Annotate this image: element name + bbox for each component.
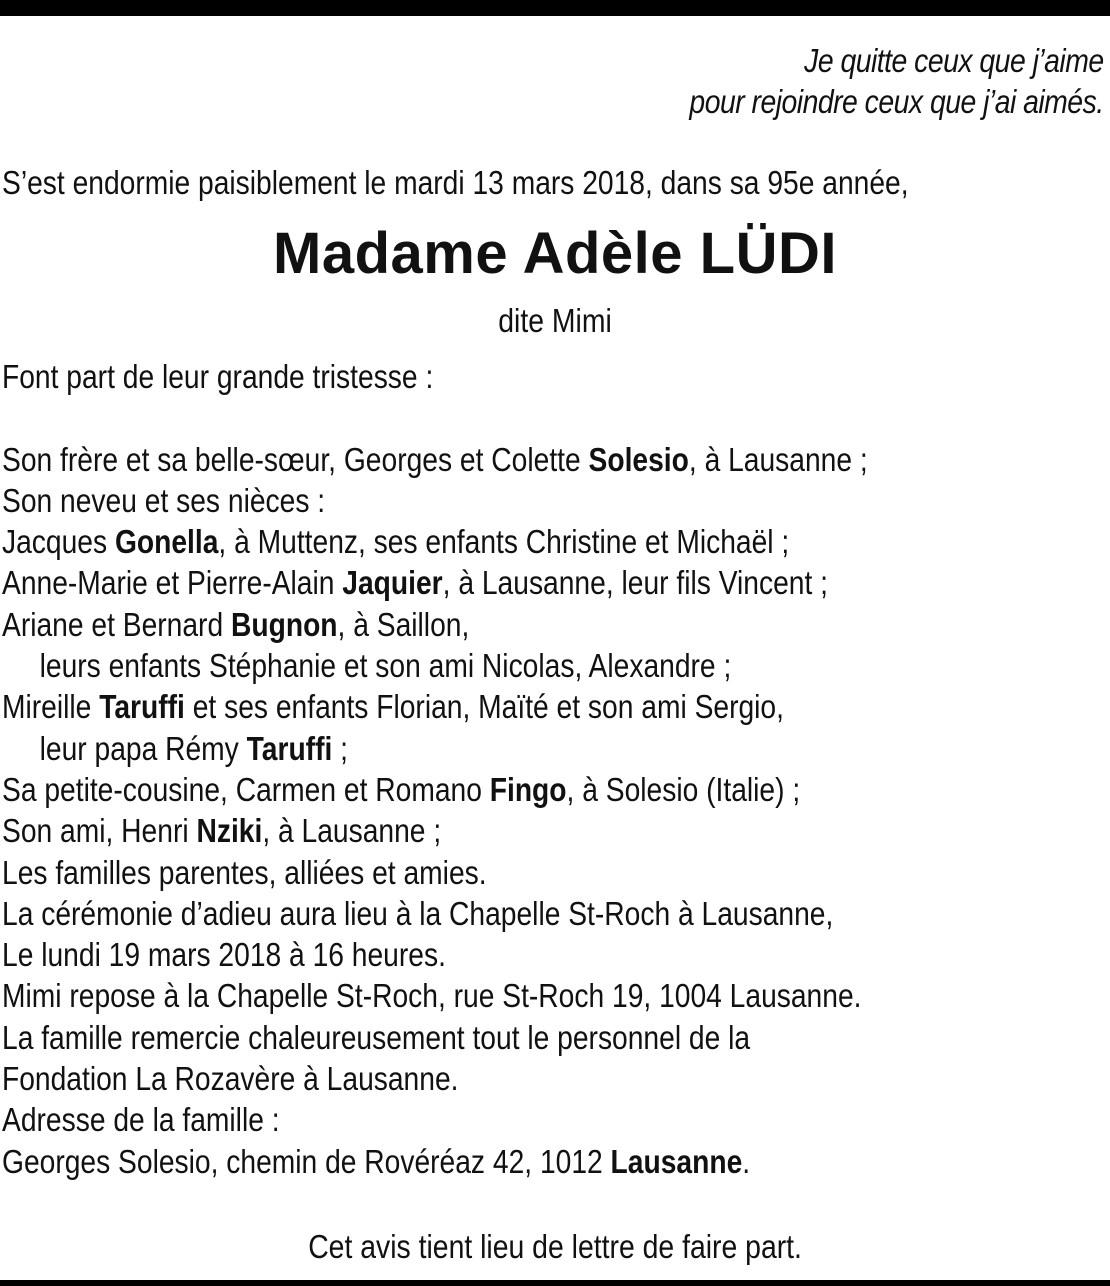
family-line-5: Ariane et Bernard Bugnon, à Saillon, [2, 605, 470, 643]
family-line-10: Son ami, Henri Nziki, à Lausanne ; [2, 812, 442, 850]
epigraph-quote [690, 40, 1104, 122]
announcement-line: Font part de leur grande tristesse : [2, 358, 434, 395]
epigraph-line-1: Je quitte ceux que j’aime [804, 42, 1104, 79]
top-border-rule [0, 0, 1110, 16]
closing-note [0, 1226, 1110, 1268]
family-line-4: Anne-Marie et Pierre-Alain Jaquier, à Lausanne, leur fils Vincent ; [2, 564, 828, 602]
family-address: Georges Solesio, chemin de Rovéréaz 42, 1012 Lausanne. [2, 1142, 751, 1180]
thanks-line-2: Fondation La Rozavère à Lausanne. [2, 1060, 459, 1098]
family-line-8: leur papa Rémy Taruffi ; [39, 729, 349, 767]
family-line-6: leurs enfants Stéphanie et son ami Nicolas, Alexandre ; [39, 647, 732, 685]
ceremony-line-2: Le lundi 19 mars 2018 à 16 heures. [2, 936, 446, 974]
death-announcement-intro: S’est endormie paisiblement le mardi 13 mars 2018, dans sa 95e année, [2, 164, 909, 201]
family-line-2: Son neveu et ses nièces : [2, 481, 326, 519]
deceased-nickname [0, 300, 1110, 342]
family-line-11: Les familles parentes, alliées et amies. [2, 853, 487, 891]
deceased-name: Madame Adèle LÜDI [273, 221, 837, 286]
family-line-3: Jacques Gonella, à Muttenz, ses enfants Christine et Michaël ; [2, 523, 790, 561]
closing-text: Cet avis tient lieu de lettre de faire part. [308, 1228, 802, 1265]
address-label: Adresse de la famille : [2, 1101, 280, 1139]
epigraph-line-2: pour rejoindre ceux que j’ai aimés. [689, 83, 1104, 120]
bottom-border-rule [0, 1280, 1110, 1286]
family-line-7: Mireille Taruffi et ses enfants Florian, Maïté et son ami Sergio, [2, 688, 784, 726]
rest-place-line: Mimi repose à la Chapelle St-Roch, rue St-Roch 19, 1004 Lausanne. [2, 977, 862, 1015]
ceremony-line-1: La cérémonie d’adieu aura lieu à la Chapelle St-Roch à Lausanne, [2, 894, 834, 932]
family-line-9: Sa petite-cousine, Carmen et Romano Fingo, à Solesio (Italie) ; [2, 770, 801, 808]
obituary-body [2, 356, 868, 1182]
thanks-line-1: La famille remercie chaleureusement tout le personnel de la [2, 1018, 751, 1056]
nickname-text: dite Mimi [498, 302, 612, 339]
family-line-1: Son frère et sa belle-sœur, Georges et Colette Solesio, à Lausanne ; [2, 440, 868, 478]
blank-line [2, 397, 868, 438]
